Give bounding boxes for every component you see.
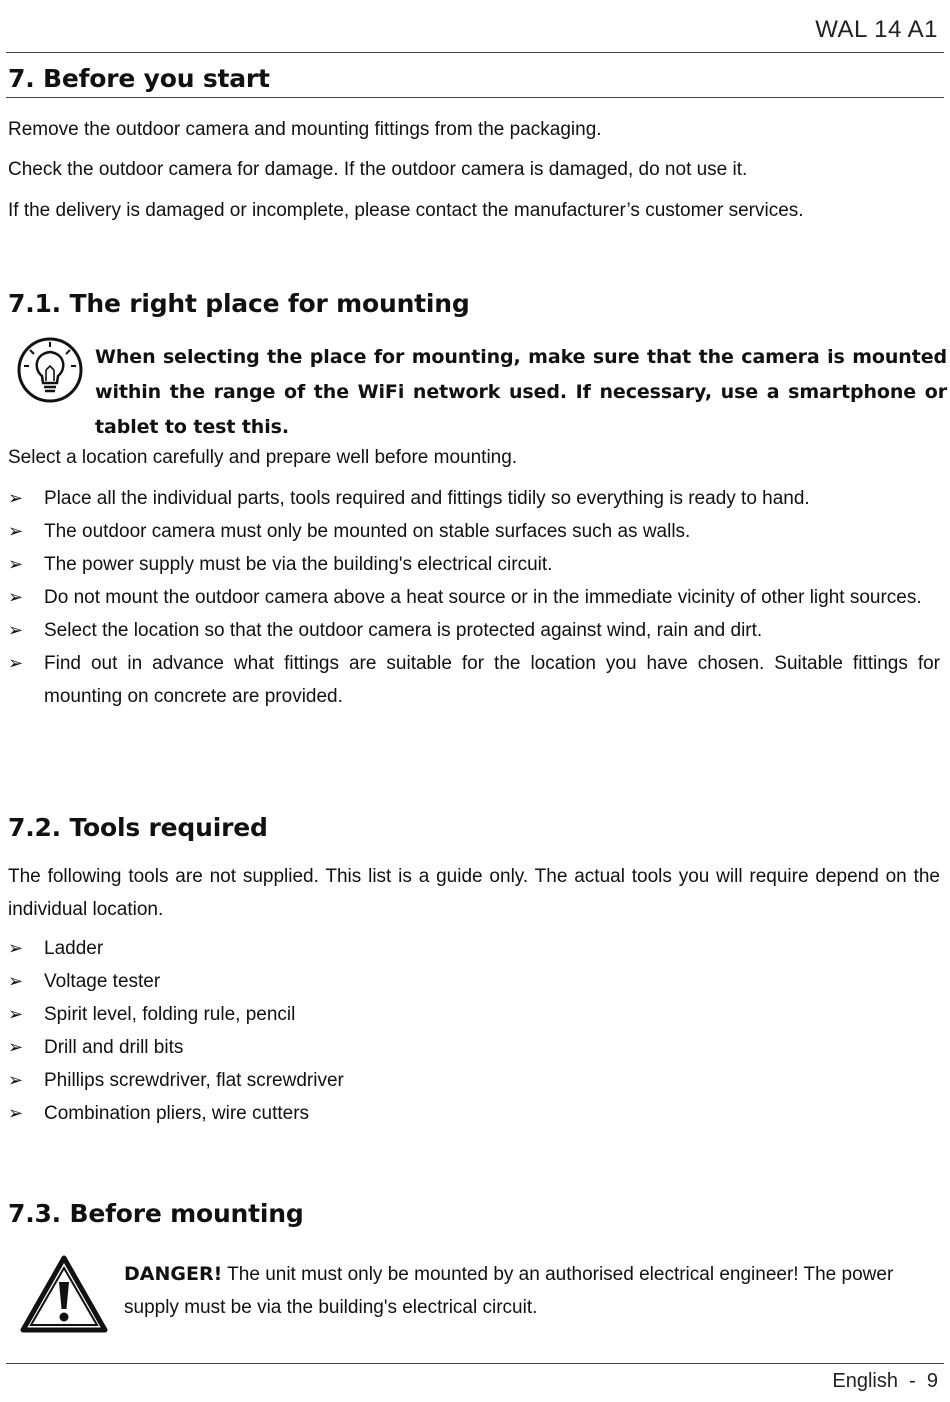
arrow-bullet-icon: ➢	[8, 554, 24, 574]
list-item: ➢ Phillips screwdriver, flat screwdriver	[8, 1064, 940, 1097]
list-item: ➢ Do not mount the outdoor camera above a heat source or in the immediate vicinity of other light sources.	[8, 581, 940, 614]
arrow-bullet-icon: ➢	[8, 1103, 24, 1123]
arrow-bullet-icon: ➢	[8, 938, 24, 958]
arrow-bullet-icon: ➢	[8, 1004, 24, 1024]
list-item: ➢ The outdoor camera must only be mounted on stable surfaces such as walls.	[8, 515, 940, 548]
warning-triangle-icon	[20, 1254, 108, 1334]
danger-label: DANGER!	[124, 1263, 223, 1285]
mounting-checklist	[8, 482, 940, 713]
list-item: ➢ Ladder	[8, 932, 940, 965]
section-7-3-title: 7.3. Before mounting	[8, 1199, 304, 1228]
section-7-2-title: 7.2. Tools required	[8, 813, 268, 842]
arrow-bullet-icon: ➢	[8, 620, 24, 640]
section-7-paragraph-1: Remove the outdoor camera and mounting fittings from the packaging.	[8, 119, 602, 140]
arrow-bullet-icon: ➢	[8, 521, 24, 541]
section-7-title: 7. Before you start	[8, 64, 270, 93]
list-item: ➢ Spirit level, folding rule, pencil	[8, 998, 940, 1031]
section-7-1-title: 7.1. The right place for mounting	[8, 289, 470, 318]
page-number: English - 9	[832, 1370, 938, 1392]
arrow-bullet-icon: ➢	[8, 587, 24, 607]
arrow-bullet-icon: ➢	[8, 488, 24, 508]
arrow-bullet-icon: ➢	[8, 653, 24, 673]
section-7-rule	[6, 97, 944, 98]
list-item: ➢ Find out in advance what fittings are suitable for the location you have chosen. Suitable fittings for mounting on concrete are provided.	[8, 647, 940, 713]
tools-list	[8, 932, 940, 1130]
arrow-bullet-icon: ➢	[8, 1037, 24, 1057]
list-item: ➢ Voltage tester	[8, 965, 940, 998]
lightbulb-icon	[16, 336, 84, 404]
mounting-tip-note: When selecting the place for mounting, make sure that the camera is mounted within the range of the WiFi network used. If necessary, use a smartphone or tablet to test this.	[95, 346, 947, 438]
list-item: ➢ Select the location so that the outdoor camera is protected against wind, rain and dirt.	[8, 614, 940, 647]
section-7-1-intro: Select a location carefully and prepare well before mounting.	[8, 447, 518, 468]
list-item: ➢ Drill and drill bits	[8, 1031, 940, 1064]
list-item: ➢ The power supply must be via the building's electrical circuit.	[8, 548, 940, 581]
list-item: ➢ Combination pliers, wire cutters	[8, 1097, 940, 1130]
danger-warning	[124, 1258, 934, 1324]
arrow-bullet-icon: ➢	[8, 1070, 24, 1090]
arrow-bullet-icon: ➢	[8, 971, 24, 991]
header-rule	[6, 52, 944, 53]
footer-rule	[6, 1363, 944, 1364]
section-7-paragraph-3: If the delivery is damaged or incomplete, please contact the manufacturer’s customer services.	[8, 200, 804, 221]
danger-text: The unit must only be mounted by an authorised electrical engineer! The power supply must be via the building's electrical circuit.	[124, 1264, 894, 1318]
section-7-2-intro: The following tools are not supplied. This list is a guide only. The actual tools you will require depend on the individual location.	[8, 866, 940, 920]
section-7-paragraph-2: Check the outdoor camera for damage. If the outdoor camera is damaged, do not use it.	[8, 159, 748, 180]
list-item: ➢ Place all the individual parts, tools required and fittings tidily so everything is ready to hand.	[8, 482, 940, 515]
document-model-number: WAL 14 A1	[815, 16, 938, 43]
